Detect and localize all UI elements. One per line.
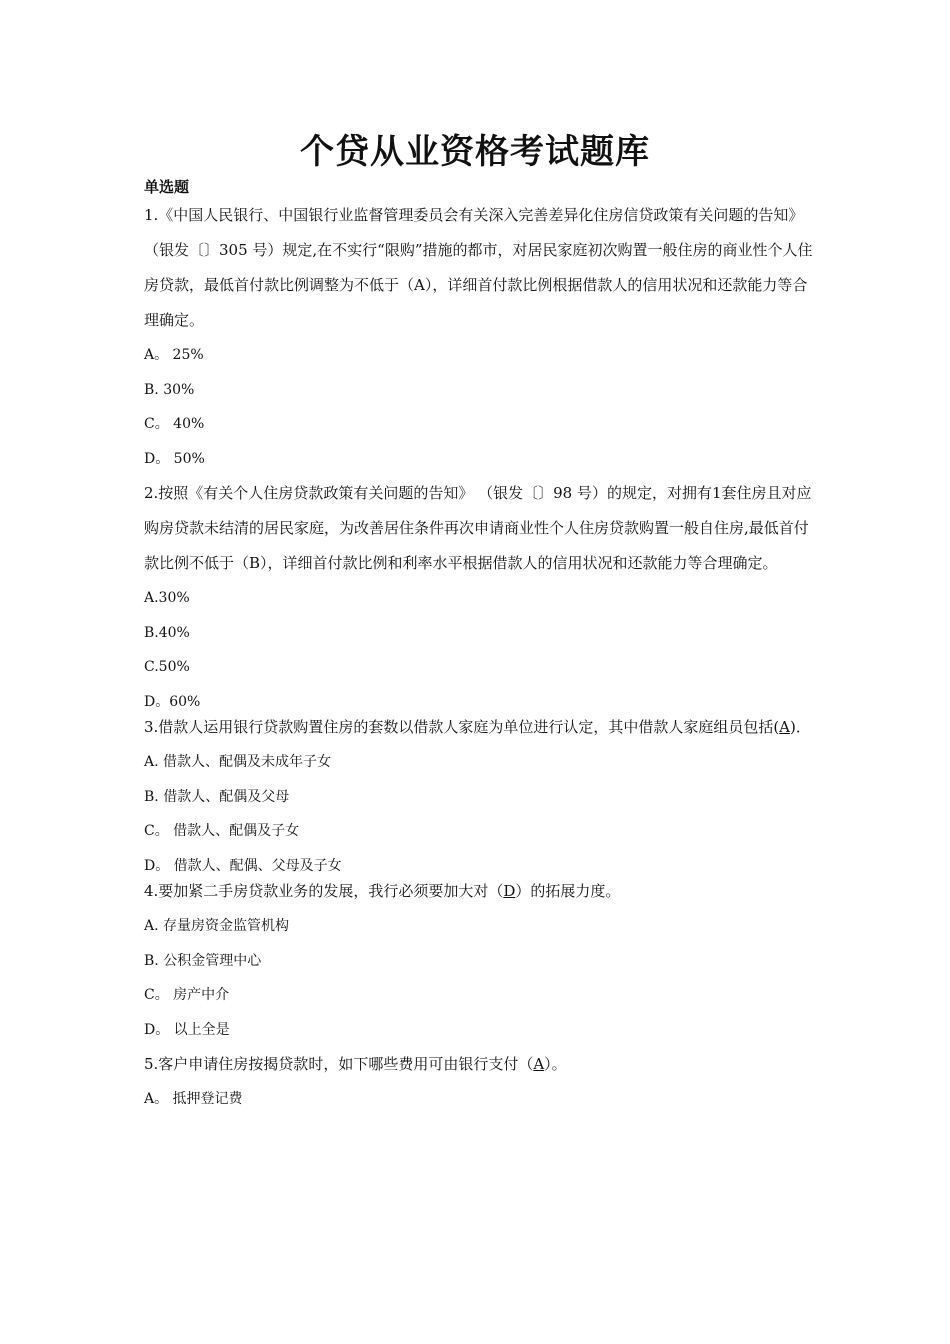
- question-3-option-a: A. 借款人、配偶及未成年子女: [144, 754, 332, 770]
- document-body: [144, 177, 814, 1117]
- question-4-option-c: C。 房产中介: [144, 987, 230, 1003]
- question-3-option-c: C。 借款人、配偶及子女: [144, 823, 300, 839]
- question-1-option-b: B. 30%: [144, 381, 195, 398]
- question-2-option-a: A.30%: [144, 590, 190, 606]
- question-1-option-d: D。 50%: [144, 450, 205, 467]
- question-5-option-a: A。 抵押登记费: [144, 1091, 243, 1107]
- question-2: 2.按照《有关个人住房贷款政策有关问题的告知》 （银发〔〕98 号）的规定，对拥有1套住房且对应购房贷款未结清的居民家庭，为改善居住条件再次申请商业性个人住房贷款购置一般自住房,最低首付款比例不低于（B），详细首付款比例和利率水平根据借款人的信用状况和还款能力等合理确定。: [144, 484, 812, 572]
- question-1-option-c: C。 40%: [144, 416, 205, 432]
- question-2-option-d: D。60%: [144, 693, 201, 710]
- question-4: [144, 874, 814, 909]
- question-3-text-end: )．: [790, 718, 811, 736]
- question-3: [144, 710, 814, 745]
- question-5-text-end: ）。: [544, 1055, 567, 1073]
- question-4-option-b: B. 公积金管理中心: [144, 952, 262, 969]
- question-4-answer: D: [503, 882, 516, 900]
- question-4-option-a: A. 存量房资金监管机构: [144, 918, 290, 934]
- question-1-option-a: A。 25%: [144, 347, 204, 363]
- question-3-option-b: B. 借款人、配偶及父母: [144, 788, 290, 805]
- question-5-text: 5.客户申请住房按揭贷款时，如下哪些费用可由银行支付（: [144, 1055, 534, 1073]
- document-title: 个贷从业资格考试题库: [300, 132, 650, 172]
- question-5-answer: A: [533, 1055, 545, 1073]
- question-1: 1.《中国人民银行、中国银行业监督管理委员会有关深入完善差异化住房信贷政策有关问题的告知》（银发〔〕305 号）规定,在不实行“限购”措施的都市，对居民家庭初次购置一般住房的商业性个人住房贷款，最低首付款比例调整为不低于（A），详细首付款比例根据借款人的信用状况和还款能力等合理确定。: [144, 206, 813, 329]
- question-4-text-end: ）的拓展力度。: [515, 882, 621, 900]
- question-3-text: 3.借款人运用银行贷款购置住房的套数以借款人家庭为单位进行认定，其中借款人家庭组员包括(: [144, 718, 780, 736]
- question-3-option-d: D。 借款人、配偶、父母及子女: [144, 857, 342, 874]
- question-4-option-d: D。 以上全是: [144, 1021, 230, 1038]
- question-4-text: 4.要加紧二手房贷款业务的发展，我行必须要加大对（: [144, 882, 504, 900]
- question-2-option-c: C.50%: [144, 659, 190, 675]
- question-2-option-b: B.40%: [144, 624, 190, 641]
- question-3-answer: A: [779, 718, 791, 736]
- section-heading: 单选题: [144, 178, 190, 196]
- question-5: [144, 1047, 814, 1082]
